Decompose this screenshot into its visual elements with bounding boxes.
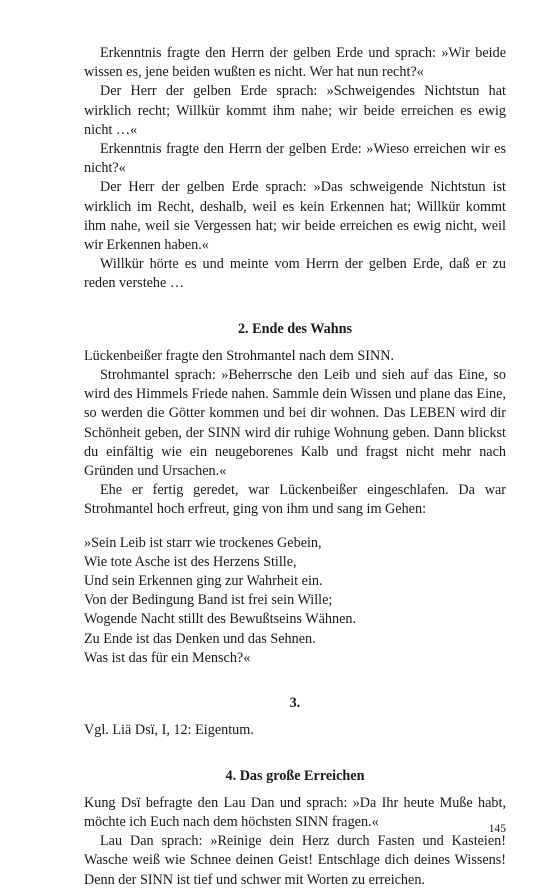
paragraph: Erkenntnis fragte den Herrn der gelben Erde: »Wieso erreichen wir es nicht?« [84, 141, 506, 177]
section-heading: 2. Ende des Wahns [237, 320, 353, 337]
section-heading: 3. [289, 695, 301, 712]
spacer [84, 741, 506, 767]
paragraph: Lau Dan sprach: »Reinige dein Herz durch Fasten und Kasteien! Wasche weiß wie Schnee deinen Geist! Entschlage dich deines Wissens! Denn der SINN ist tief und schwer mit Worten zu erreichen. [84, 833, 506, 888]
paragraph: Erkenntnis fragte den Herrn der gelben Erde und sprach: »Wir beide wissen es, jene beiden wußten es nicht. Wer hat nun recht?« [84, 45, 506, 81]
poem-line: Von der Bedingung Band ist frei sein Wille; [84, 592, 333, 609]
paragraph: Der Herr der gelben Erde sprach: »Schweigendes Nichtstun hat wirklich recht; Willkür kommt ihm nahe; wir beide erreichen es ewig nicht …« [84, 83, 506, 138]
spacer [84, 520, 506, 534]
poem [84, 534, 506, 668]
paragraph: Strohmantel sprach: »Beherrsche den Leib und sieh auf das Eine, so wird des Himmels Friede nahen. Sammle dein Wissen und plane das Eine, so werden die Götter kommen und bei dir wohnen. Das LEBEN wird dir Schönheit geben, der SINN wird dir ruhige Wohnung geben. Dann blickst du einfältig wie ein neugeborenes Kalb und fragst nicht mehr nach Gründen und Ursachen.« [84, 367, 506, 480]
text-column [84, 44, 506, 890]
poem-line: Wie tote Asche ist des Herzens Stille, [84, 553, 297, 570]
spacer [84, 668, 506, 694]
spacer [84, 713, 506, 721]
poem-line: »Sein Leib ist starr wie trockenes Gebein, [84, 534, 322, 551]
spacer [84, 786, 506, 794]
paragraph: Kung Dsï befragte den Lau Dan und sprach: »Da Ihr heute Muße habt, möchte ich Euch nach dem höchsten SINN fragen.« [84, 794, 506, 830]
paragraph: Der Herr der gelben Erde sprach: »Das schweigende Nichtstun ist wirklich im Recht, deshalb, weil es kein Erkennen hat; Willkür kommt ihm nahe, weil sie Vergessen hat; wir beide erreichen es ewig nicht, weil wir Erkennen haben.« [84, 179, 506, 254]
paragraph: Lückenbeißer fragte den Strohmantel nach dem SINN. [84, 347, 395, 364]
paragraph: Ehe er fertig geredet, war Lückenbeißer eingeschlafen. Da war Strohmantel hoch erfreut, ging von ihm und sang im Gehen: [84, 482, 506, 518]
spacer [84, 294, 506, 320]
paragraph: Willkür hörte es und meinte vom Herrn der gelben Erde, daß er zu reden verstehe … [84, 256, 506, 292]
poem-line: Was ist das für ein Mensch?« [84, 649, 251, 666]
paragraph: Vgl. Liä Dsï, I, 12: Eigentum. [84, 722, 254, 739]
spacer [84, 339, 506, 347]
poem-line: Wogende Nacht stillt des Bewußtseins Wähnen. [84, 611, 357, 628]
page-number: 145 [488, 823, 506, 835]
poem-line: Zu Ende ist das Denken und das Sehnen. [84, 630, 316, 647]
poem-line: Und sein Erkennen ging zur Wahrheit ein. [84, 573, 323, 590]
section-heading: 4. Das große Erreichen [225, 767, 365, 784]
